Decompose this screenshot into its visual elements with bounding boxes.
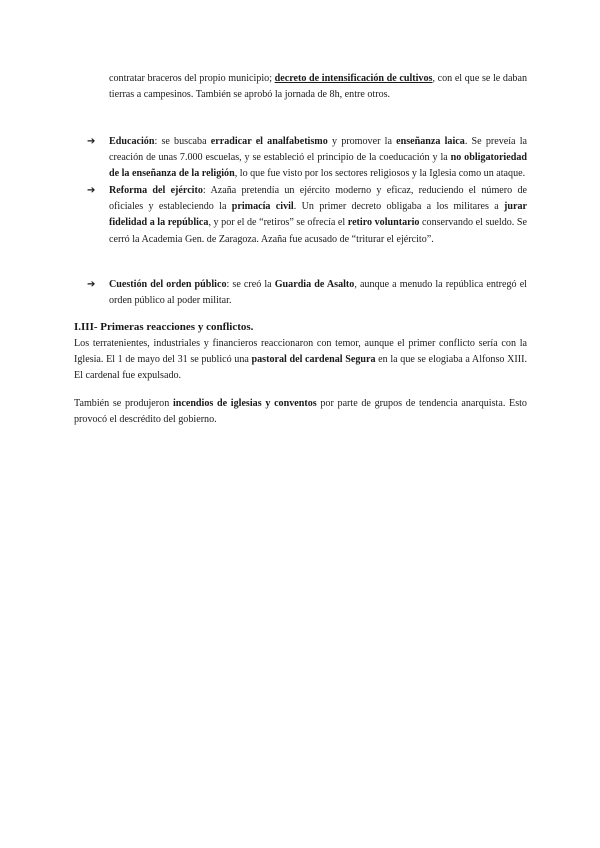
bullet-public-order [87, 277, 527, 309]
continuation-paragraph [109, 71, 527, 103]
text-run: . Se preveía la creación de unas 7.000 escuelas, y se estableció el principio de la coeducación y la [109, 136, 528, 164]
text-run: Los terratenientes, industriales y financieros reaccionaron con temor, aunque el primer conflicto sería con la Iglesia. El 1 de mayo del 31 se publicó una [74, 338, 527, 366]
fires-paragraph [74, 396, 527, 428]
bold-term: jurar fidelidad a la república [109, 201, 527, 229]
text-run: También se produjeron [74, 398, 173, 409]
arrow-bullet-icon: ➔ [87, 185, 96, 196]
text-run: , y por el de “retiros” se ofrecía el [208, 217, 348, 229]
text-run: : se buscaba [154, 136, 211, 147]
decree-cultivation-term: decreto de intensificación de cultivos [274, 73, 433, 84]
bold-term: no obligatoriedad de la enseñanza de la religión [109, 152, 527, 180]
text-run: : se creó la [226, 279, 275, 290]
arrow-bullet-icon: ➔ [87, 279, 96, 290]
bullet-heading: Educación [109, 136, 155, 147]
bullet-education [87, 134, 528, 183]
text-run: en la que se elogiaba a Alfonso XIII. El cardenal fue expulsado. [74, 354, 527, 382]
section-heading: I.III- Primeras reacciones y conflictos. [74, 321, 254, 333]
text-run: , lo que fue visto por los sectores religiosos y la Iglesia como un ataque. [234, 168, 526, 180]
bold-term: pastoral del cardenal Segura [251, 354, 376, 366]
text-run: conservando el sueldo. Se cerró la Academia Gen. de Zaragoza. Azaña fue acusado de “triturar el ejército”. [109, 217, 527, 245]
text-run: , con el que se le daban tierras a campesinos. También se aprobó la jornada de 8h, entre otros. [109, 73, 527, 101]
text-run: . Un primer decreto obligaba a los militares a [293, 201, 505, 213]
bold-term: primacía civil [231, 201, 294, 213]
bullet-army-reform [87, 183, 527, 248]
bold-term: Guardia de Asalto [274, 279, 355, 290]
reactions-paragraph [74, 336, 527, 385]
bold-term: incendios de iglesias y conventos [172, 398, 317, 409]
bold-term: erradicar el analfabetismo [210, 136, 328, 147]
bullet-heading: Reforma del ejército [109, 185, 203, 196]
text-run: contratar braceros del propio municipio; [109, 73, 275, 84]
bullet-heading: Cuestión del orden público [109, 279, 227, 290]
bold-term: retiro voluntario [347, 217, 420, 229]
bold-term: enseñanza laica [396, 136, 465, 147]
text-run: , aunque a menudo la república entregó el orden público al poder militar. [109, 279, 527, 307]
arrow-bullet-icon: ➔ [87, 136, 96, 147]
text-run: : Azaña pretendía un ejército moderno y eficaz, reduciendo el número de oficiales y estableciendo la [109, 185, 527, 213]
text-run: y promover la [327, 136, 397, 147]
text-run: por parte de grupos de tendencia anarquista. Esto provocó el descrédito del gobierno. [74, 398, 527, 426]
